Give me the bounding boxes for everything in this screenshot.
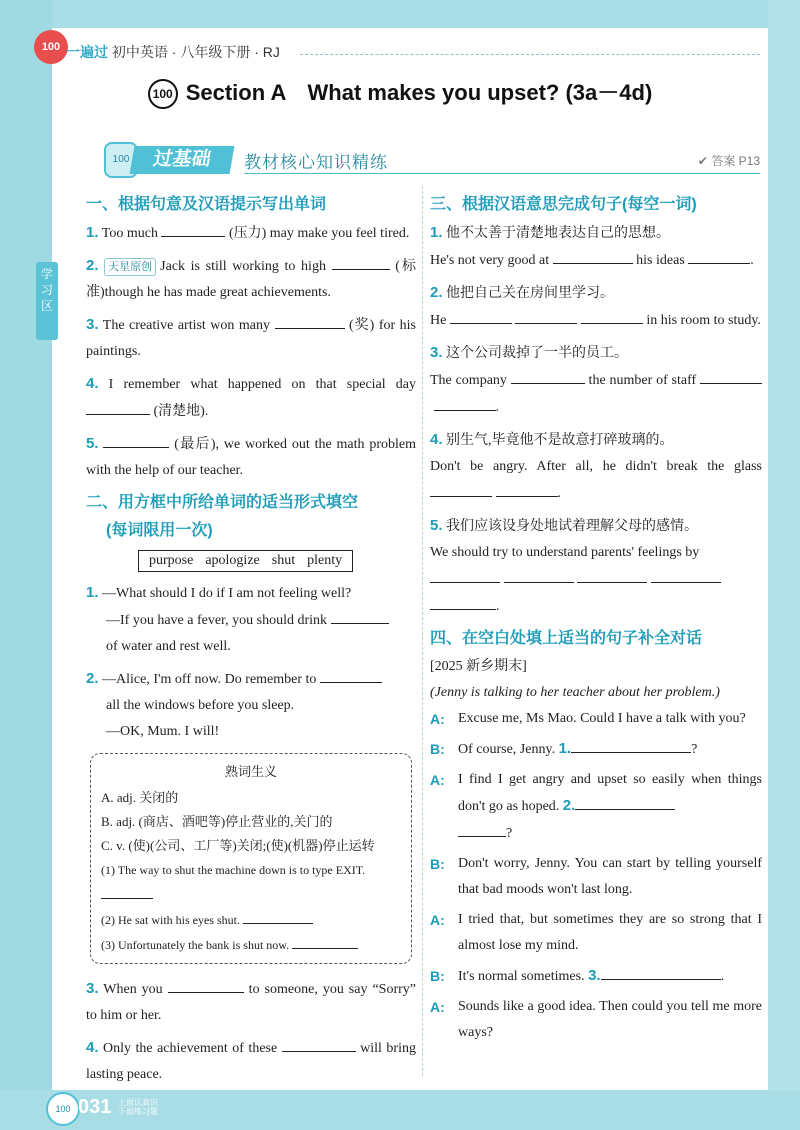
item-number: 2. xyxy=(430,284,443,301)
item-chinese: 这个公司裁掉了一半的员工。 xyxy=(446,346,629,361)
answer-blank[interactable] xyxy=(458,820,506,837)
footer-tag: 上面认真识 下面练习题 xyxy=(118,1098,158,1116)
item-text: When you xyxy=(103,982,168,997)
dialog-line xyxy=(430,851,762,903)
answer-reference xyxy=(698,152,760,169)
side-tab: 学习区 xyxy=(36,262,58,340)
item-chinese: 我们应该设身处地试着理解父母的感情。 xyxy=(446,519,699,534)
dialog-line xyxy=(430,963,762,990)
original-badge: 天星原创 xyxy=(104,258,156,276)
answer-blank[interactable] xyxy=(168,976,244,993)
answer-blank[interactable] xyxy=(450,307,512,324)
answer-blank[interactable] xyxy=(430,593,496,610)
part4-heading: 四、在空白处填上适当的句子补全对话 xyxy=(430,630,703,647)
dialog-text: I tried that, but sometimes they are so strong that I almost lose my mind. xyxy=(458,912,762,953)
check-icon: ✔ xyxy=(697,154,712,168)
dialog-text: Of course, Jenny. xyxy=(458,742,559,757)
blank-number: 3. xyxy=(588,967,601,984)
part3-item-2 xyxy=(430,280,762,334)
answer-blank[interactable] xyxy=(86,398,150,415)
note-meaning-b: B. adj. (商店、酒吧等)停止营业的,关门的 xyxy=(101,814,333,829)
answer-blank[interactable] xyxy=(292,932,358,949)
note-meaning-c: C. v. (使)(公司、工厂等)关闭;(使)(机器)停止运转 xyxy=(101,838,375,853)
item-number: 2. xyxy=(86,257,99,274)
item-text: will bring lasting peace. xyxy=(86,1041,416,1082)
answer-blank[interactable] xyxy=(504,566,574,583)
word-option: shut xyxy=(271,553,296,568)
item-text: . xyxy=(496,599,500,614)
answer-blank[interactable] xyxy=(571,736,691,753)
part2-item-2 xyxy=(86,666,416,745)
speaker-label: A: xyxy=(430,999,445,1015)
dialog-line xyxy=(430,736,762,763)
word-option: purpose xyxy=(149,553,194,568)
answer-blank[interactable] xyxy=(430,566,500,583)
part1-heading: 一、根据句意及汉语提示写出单词 xyxy=(86,196,327,213)
item-text: Jack is still working to high xyxy=(160,259,332,274)
item-number: 4. xyxy=(86,375,99,392)
part3-item-4 xyxy=(430,427,762,507)
speaker-label: B: xyxy=(430,856,445,872)
blank-number: 2. xyxy=(562,797,576,814)
item-number: 3. xyxy=(86,980,99,997)
item-text: The company xyxy=(430,373,511,388)
answer-blank[interactable] xyxy=(553,247,633,264)
logo-icon: 100 xyxy=(34,30,68,64)
part3-item-1 xyxy=(430,220,762,274)
answer-blank[interactable] xyxy=(430,480,492,497)
part2-item-3 xyxy=(86,976,416,1029)
item-text: The creative artist won many xyxy=(102,318,275,333)
item-number: 3. xyxy=(86,316,99,333)
item-chinese: 他不太善于清楚地表达自己的思想。 xyxy=(446,226,671,241)
item-number: 5. xyxy=(86,435,99,452)
item-text: . xyxy=(750,253,754,268)
item-chinese: 他把自己关在房间里学习。 xyxy=(446,286,615,301)
dialog-context: (Jenny is talking to her teacher about her problem.) xyxy=(430,685,720,700)
item-number: 1. xyxy=(430,224,443,241)
left-column xyxy=(86,190,416,1094)
banner-subtitle: 教材核心知识精练 xyxy=(244,153,388,172)
answer-blank[interactable] xyxy=(511,367,585,384)
part3-heading: 三、根据汉语意思完成句子(每空一词) xyxy=(430,196,697,213)
book-info: 初中英语 · 八年级下册 · RJ xyxy=(111,44,280,60)
part2-item-4 xyxy=(86,1035,416,1088)
item-number: 4. xyxy=(430,431,443,448)
item-number: 2. xyxy=(86,670,99,687)
column-divider xyxy=(422,186,423,1076)
item-number: 1. xyxy=(86,224,99,241)
answer-blank[interactable] xyxy=(103,431,169,448)
item-text: to someone, you say “Sorry” to him or her. xyxy=(86,982,417,1023)
note-sentence-3 xyxy=(101,932,401,957)
note-sentence-1 xyxy=(101,858,401,907)
section-banner xyxy=(104,146,760,174)
dialog-content xyxy=(458,767,762,847)
note-sentence-text: (1) The way to shut the machine down is to type EXIT. xyxy=(101,863,366,877)
banner-tag: 过基础 xyxy=(130,146,235,174)
item-text: in his room to study. xyxy=(642,313,761,328)
dialog-line xyxy=(430,907,762,959)
note-title: 熟词生义 xyxy=(224,764,277,779)
item-text: I remember what happened on that special day xyxy=(108,377,417,392)
robot-icon: 100 xyxy=(104,142,138,178)
answer-blank[interactable] xyxy=(515,307,577,324)
item-number: 4. xyxy=(86,1039,99,1056)
answer-blank[interactable] xyxy=(332,253,390,270)
part2-item-1 xyxy=(86,580,416,660)
dialog-line xyxy=(430,767,762,847)
answer-blank[interactable] xyxy=(688,247,750,264)
dialog-content xyxy=(458,736,762,763)
answer-blank[interactable] xyxy=(601,963,721,980)
item-text: He xyxy=(430,313,450,328)
speaker-label: A: xyxy=(430,711,445,727)
dialog-text: ? xyxy=(691,742,698,757)
answer-blank[interactable] xyxy=(331,607,389,624)
section-title xyxy=(0,76,800,109)
item-text: (最后), we worked out the math problem with the help of our teacher. xyxy=(86,437,417,478)
dialog-text: ? xyxy=(506,826,513,841)
dialog-text: Don't worry, Jenny. You can start by telling yourself that bad moods won't last long. xyxy=(458,856,762,897)
item-text: He's not very good at xyxy=(430,253,553,268)
frame-top xyxy=(0,0,800,28)
part1-item-1 xyxy=(86,220,416,247)
answer-blank[interactable] xyxy=(101,882,153,899)
item-text: his ideas xyxy=(632,253,689,268)
header-divider xyxy=(300,54,760,55)
right-column xyxy=(430,190,762,1050)
item-text: . xyxy=(495,400,499,415)
speaker-label: A: xyxy=(430,912,445,928)
item-text: —If you have a fever, you should drink xyxy=(106,613,331,628)
dialog-text: Excuse me, Ms Mao. Could I have a talk with you? xyxy=(458,711,746,726)
item-text: (标准)though he has made great achievements. xyxy=(86,259,417,300)
item-number: 1. xyxy=(86,584,99,601)
speaker-label: A: xyxy=(430,772,445,788)
answer-blank[interactable] xyxy=(320,666,382,683)
answer-blank[interactable] xyxy=(275,312,345,329)
item-number: 3. xyxy=(430,344,443,361)
answer-blank[interactable] xyxy=(496,480,558,497)
note-meaning-a: A. adj. 关闭的 xyxy=(101,790,179,805)
item-text: Too much xyxy=(101,226,162,241)
dialog-text: . xyxy=(720,969,725,984)
part1-item-3 xyxy=(86,312,416,365)
page-number: 031 xyxy=(78,1096,112,1118)
footer-logo-icon: 100 xyxy=(46,1092,80,1126)
answer-blank[interactable] xyxy=(651,566,721,583)
answer-blank[interactable] xyxy=(434,394,496,411)
item-text: Only the achievement of these xyxy=(103,1041,282,1056)
exam-source: [2025 新乡期末] xyxy=(430,659,527,674)
dialog-text: It's normal sometimes. xyxy=(458,969,589,984)
part1-item-5 xyxy=(86,431,416,484)
part3-item-3 xyxy=(430,340,762,421)
item-text: . xyxy=(557,486,561,501)
part3-item-5 xyxy=(430,513,762,620)
item-text: —What should I do if I am not feeling well? xyxy=(102,586,352,601)
word-option: plenty xyxy=(307,553,343,568)
item-text: (清楚地). xyxy=(153,404,209,419)
item-text: —Alice, I'm off now. Do remember to xyxy=(102,672,320,687)
note-sentence-2 xyxy=(101,907,401,932)
part2-heading: 二、用方框中所给单词的适当形式填空 xyxy=(86,494,359,511)
item-text: the number of staff xyxy=(584,373,700,388)
dialog-text: Sounds like a good idea. Then could you tell me more ways? xyxy=(458,999,762,1040)
banner-underline xyxy=(244,173,760,174)
dialog-line xyxy=(430,994,762,1046)
frame-left xyxy=(0,0,52,1130)
item-text: (压力) may make you feel tired. xyxy=(228,226,410,241)
brand-name: 一遍过 xyxy=(66,44,108,60)
part2-heading-2: (每词限用一次) xyxy=(106,522,213,539)
answer-blank[interactable] xyxy=(581,307,643,324)
note-sentence-text: (2) He sat with his eyes shut. xyxy=(101,913,240,927)
item-text: —OK, Mum. I will! xyxy=(106,724,220,739)
word-box xyxy=(138,550,353,572)
part1-item-2 xyxy=(86,253,416,306)
medal-icon: 100 xyxy=(148,79,178,109)
item-text: (奖) for his paintings. xyxy=(86,318,416,359)
frame-right xyxy=(768,0,800,1130)
blank-number: 1. xyxy=(558,740,572,757)
speaker-label: B: xyxy=(430,968,445,984)
word-meaning-note xyxy=(90,753,412,964)
section-title-text: Section A What makes you upset? (3a－4d) xyxy=(185,80,653,105)
part1-item-4 xyxy=(86,371,416,425)
item-text: We should try to understand parents' feelings by xyxy=(430,545,700,560)
dialog-content xyxy=(458,963,762,990)
item-chinese: 别生气,毕竟他不是故意打碎玻璃的。 xyxy=(446,433,674,448)
answer-blank[interactable] xyxy=(161,220,225,237)
item-number: 5. xyxy=(430,517,443,534)
dialog-line xyxy=(430,706,762,732)
answer-blank[interactable] xyxy=(577,566,647,583)
item-text: of water and rest well. xyxy=(106,639,231,654)
word-option: apologize xyxy=(205,553,260,568)
answer-ref-text: 答案 P13 xyxy=(711,154,760,168)
answer-blank[interactable] xyxy=(282,1035,356,1052)
answer-blank[interactable] xyxy=(243,907,313,924)
answer-blank[interactable] xyxy=(575,793,675,810)
answer-blank[interactable] xyxy=(700,367,762,384)
book-header xyxy=(66,42,280,62)
note-sentence-text: (3) Unfortunately the bank is shut now. xyxy=(101,938,290,952)
dialog-text: I find I get angry and upset so easily when things don't go as hoped. xyxy=(458,772,762,814)
item-text: Don't be angry. After all, he didn't break the glass xyxy=(430,459,762,474)
item-text: all the windows before you sleep. xyxy=(106,698,295,713)
speaker-label: B: xyxy=(430,741,445,757)
